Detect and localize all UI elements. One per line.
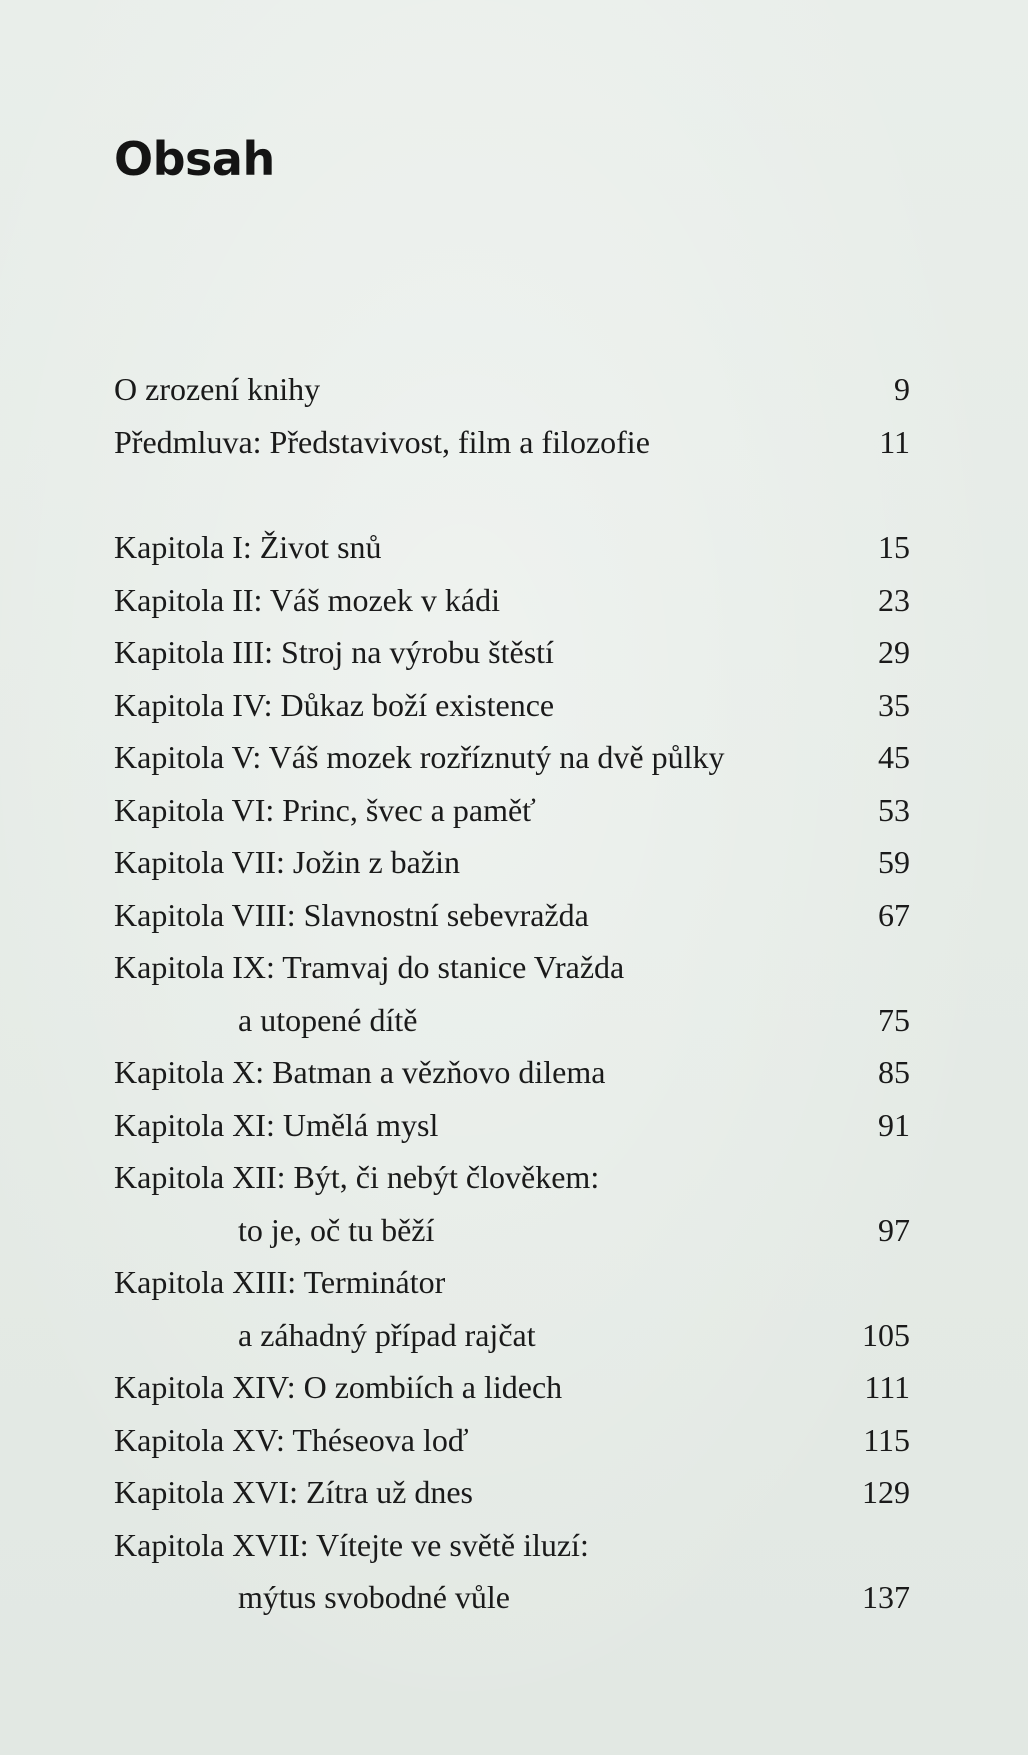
toc-entry-page: 29 (878, 634, 910, 670)
toc-entry-title-continuation: to je, oč tu běží (238, 1211, 435, 1248)
page-title: Obsah (114, 132, 275, 186)
toc-entry-page: 97 (878, 1211, 910, 1248)
toc-entry-title: Kapitola III: Stroj na výrobu štěstí (114, 634, 554, 670)
toc-entry (114, 941, 910, 994)
toc-entry-title: Kapitola II: Váš mozek v kádi (114, 581, 500, 618)
toc-entry-title: Kapitola X: Batman a vězňovo dilema (114, 1054, 606, 1090)
toc-entry (114, 1414, 910, 1467)
toc-entry-title: Kapitola VI: Princ, švec a paměť (114, 791, 536, 828)
toc-entry (114, 1256, 910, 1309)
toc-entry-page: 85 (878, 1054, 910, 1090)
toc-entry-title: Kapitola I: Život snů (114, 529, 382, 565)
toc-entry-title: Předmluva: Představivost, film a filozofie (114, 423, 650, 460)
toc-entry (114, 363, 910, 416)
toc-entry-continuation (114, 1571, 910, 1624)
toc-entry-page: 9 (894, 371, 910, 407)
toc-entry-page: 111 (864, 1369, 910, 1405)
toc-entry-title: Kapitola XVII: Vítejte ve světě iluzí: (114, 1526, 589, 1563)
toc-entry (114, 731, 910, 784)
toc-entry (114, 626, 910, 679)
toc-entry-continuation (114, 1309, 910, 1362)
toc-entry-page: 59 (878, 844, 910, 880)
toc-entry-continuation (114, 994, 910, 1047)
toc-entry (114, 1046, 910, 1099)
toc-entry-title: Kapitola VII: Jožin z bažin (114, 844, 460, 880)
toc-entry-page: 35 (878, 686, 910, 723)
toc-entry-title: Kapitola IV: Důkaz boží existence (114, 686, 555, 723)
toc-entry-page: 75 (878, 1001, 910, 1038)
toc-entry (114, 1519, 910, 1572)
toc-entry-title: Kapitola XI: Umělá mysl (114, 1106, 439, 1143)
toc-entry-page: 11 (879, 423, 910, 460)
toc-entry (114, 574, 910, 627)
toc-entry (114, 836, 910, 889)
toc-entry-page: 129 (862, 1474, 910, 1510)
toc-entry-continuation (114, 1204, 910, 1257)
toc-entry-title: Kapitola V: Váš mozek rozříznutý na dvě půlky (114, 739, 725, 775)
toc-entry (114, 1466, 910, 1519)
toc-entry-title: Kapitola XIII: Terminátor (114, 1264, 446, 1300)
toc-entry-page: 23 (878, 581, 910, 618)
toc-entry-title: Kapitola VIII: Slavnostní sebevražda (114, 896, 589, 933)
section-gap (114, 468, 910, 521)
toc-entry (114, 1099, 910, 1152)
toc-entry-title-continuation: a utopené dítě (238, 1001, 418, 1038)
toc-entry-title: Kapitola XIV: O zombiích a lidech (114, 1369, 563, 1405)
toc-entry-title: Kapitola XV: Théseova loď (114, 1421, 469, 1458)
toc-entry-page: 67 (878, 896, 910, 933)
toc-entry-page: 15 (878, 529, 910, 565)
toc-entry-page: 115 (863, 1421, 910, 1458)
toc-entry (114, 1151, 910, 1204)
table-of-contents (114, 363, 910, 1624)
toc-entry-title: Kapitola XVI: Zítra už dnes (114, 1474, 473, 1510)
toc-entry-page: 45 (878, 739, 910, 775)
toc-entry-page: 91 (878, 1106, 910, 1143)
toc-entry (114, 889, 910, 942)
toc-entry (114, 784, 910, 837)
toc-entry-title: Kapitola XII: Být, či nebýt člověkem: (114, 1159, 600, 1195)
toc-entry-page: 105 (862, 1316, 910, 1353)
toc-entry-title: Kapitola IX: Tramvaj do stanice Vražda (114, 949, 625, 985)
toc-entry (114, 1361, 910, 1414)
toc-entry-title-continuation: a záhadný případ rajčat (238, 1316, 536, 1353)
toc-entry (114, 521, 910, 574)
toc-entry (114, 416, 910, 469)
toc-entry-title-continuation: mýtus svobodné vůle (238, 1579, 510, 1615)
toc-entry (114, 679, 910, 732)
toc-entry-title: O zrození knihy (114, 371, 321, 407)
toc-entry-page: 53 (878, 791, 910, 828)
toc-entry-page: 137 (862, 1579, 910, 1615)
